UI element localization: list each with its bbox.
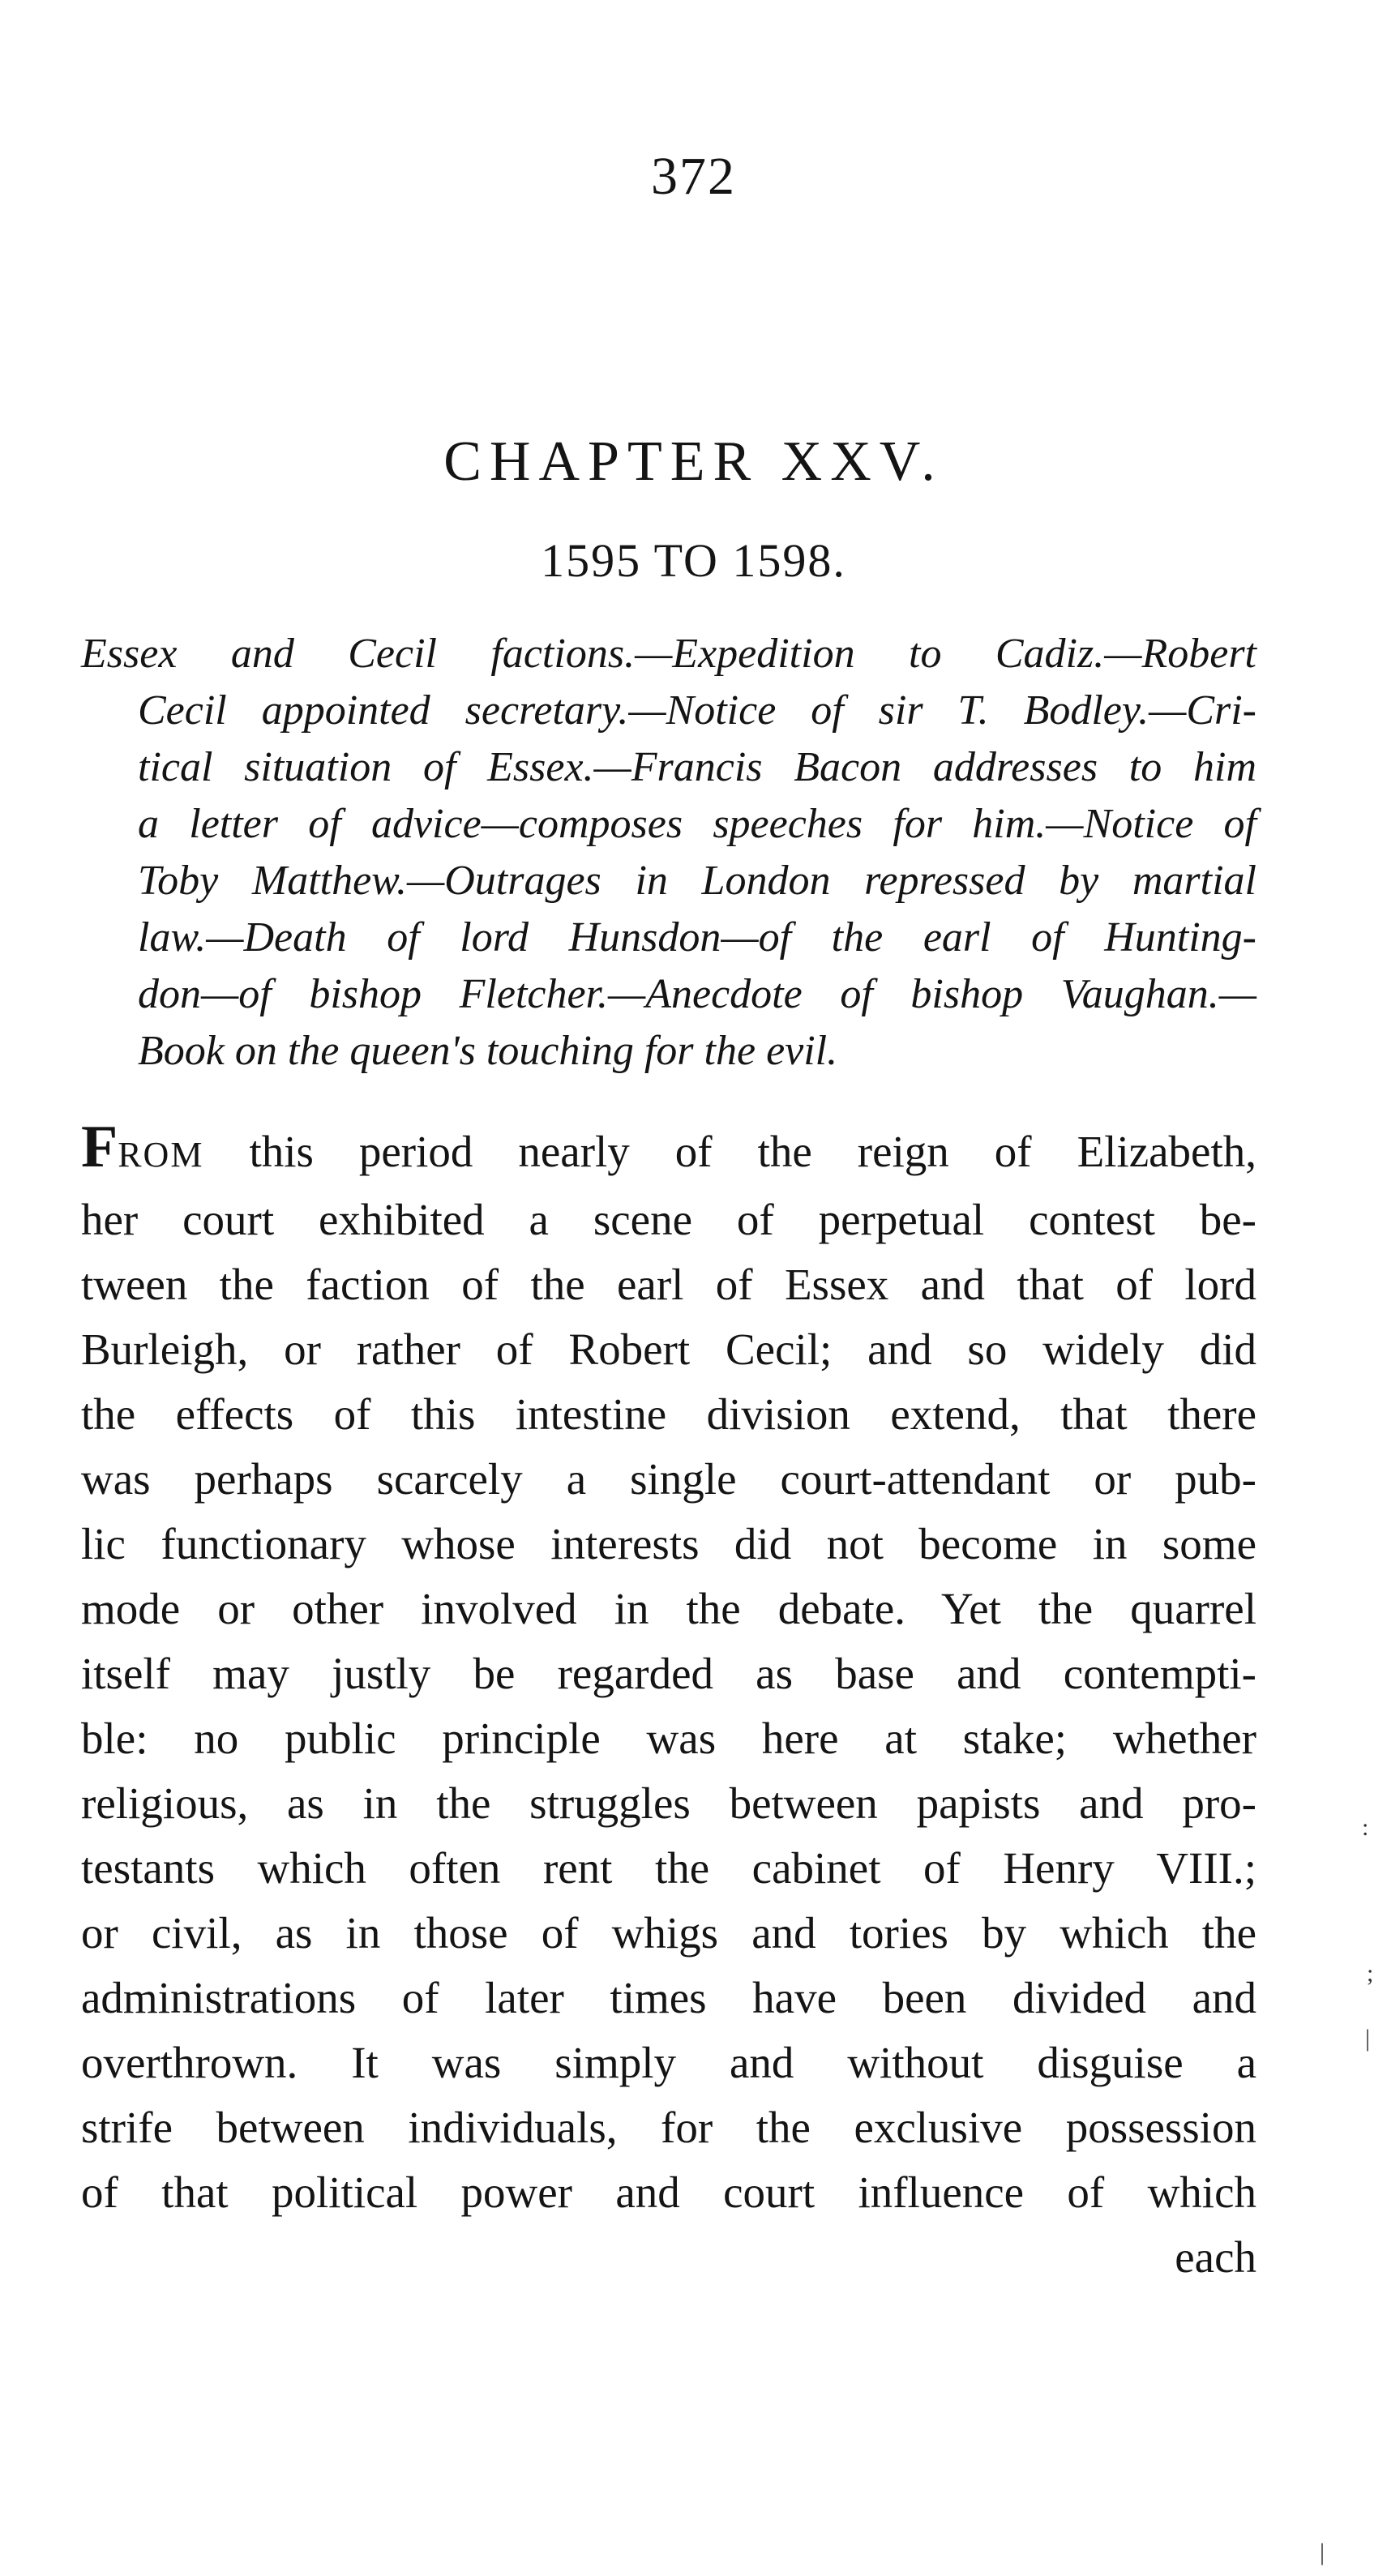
body-line: tween the faction of the earl of Essex and that of lord (81, 1260, 1256, 1309)
synopsis-line: Cecil appointed secretary.—Notice of sir T. Bodley.—Cri- (138, 687, 1256, 734)
body-line: mode or other involved in the debate. Yet the quarrel (81, 1584, 1256, 1633)
body-line: itself may justly be regarded as base and contempti- (81, 1649, 1256, 1698)
page-number: 372 (651, 147, 736, 206)
body-line: overthrown. It was simply and without disguise a (81, 2038, 1256, 2087)
body-line: of that political power and court influence of which (81, 2167, 1256, 2217)
margin-mark: | (1320, 2539, 1325, 2565)
catchword: each (1175, 2232, 1256, 2282)
smallcaps-word: ROM (118, 1135, 204, 1175)
body-line: administrations of later times have been divided and (81, 1973, 1256, 2022)
body-line: her court exhibited a scene of perpetual contest be- (81, 1195, 1256, 1244)
body-line: the effects of this intestine division extend, that there (81, 1389, 1256, 1439)
drop-initial: F (81, 1114, 118, 1180)
body-line: or civil, as in those of whigs and tories by which the (81, 1908, 1256, 1958)
first-line-text: this period nearly of the reign of Elizabeth, (203, 1127, 1256, 1176)
body-line: religious, as in the struggles between papists and pro- (81, 1778, 1256, 1828)
chapter-synopsis (81, 626, 1256, 1080)
chapter-date-range: 1595 TO 1598. (541, 534, 846, 587)
body-paragraph (81, 1115, 1256, 2290)
synopsis-line: law.—Death of lord Hunsdon—of the earl of Hunting- (138, 914, 1256, 961)
body-line: was perhaps scarcely a single court-attendant or pub- (81, 1454, 1256, 1504)
body-line: testants which often rent the cabinet of Henry VIII.; (81, 1843, 1256, 1893)
chapter-title: CHAPTER XXV. (443, 430, 944, 493)
body-line: strife between individuals, for the exclusive possession (81, 2103, 1256, 2152)
synopsis-line: a letter of advice—composes speeches for him.—Notice of (138, 801, 1256, 847)
body-line: ble: no public principle was here at stake; whether (81, 1714, 1256, 1763)
synopsis-line: don—of bishop Fletcher.—Anecdote of bishop Vaughan.— (138, 971, 1256, 1017)
body-first-line (81, 1115, 1256, 1187)
body-line: lic functionary whose interests did not become in some (81, 1519, 1256, 1568)
synopsis-line: tical situation of Essex.—Francis Bacon addresses to him (138, 744, 1256, 790)
synopsis-line: Toby Matthew.—Outrages in London repressed by martial (138, 858, 1256, 904)
synopsis-line: Book on the queen's touching for the evil. (138, 1028, 838, 1074)
margin-mark: ; (1367, 1960, 1374, 1987)
margin-mark: : (1362, 1814, 1369, 1841)
body-line: Burleigh, or rather of Robert Cecil; and so widely did (81, 1324, 1256, 1374)
synopsis-line: Essex and Cecil factions.—Expedition to Cadiz.—Robert (81, 631, 1256, 677)
margin-mark: | (1365, 2025, 1371, 2052)
